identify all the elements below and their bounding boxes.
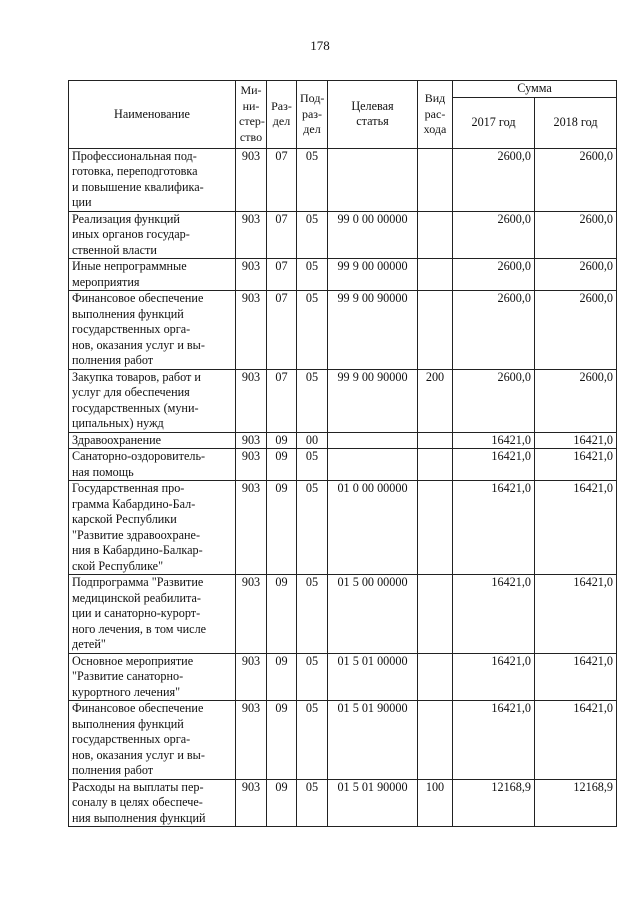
row-target: 99 9 00 00000 xyxy=(328,259,418,291)
row-subsection: 05 xyxy=(297,291,328,370)
row-ministry: 903 xyxy=(236,259,267,291)
row-subsection: 05 xyxy=(297,369,328,432)
row-sum-2017: 16421,0 xyxy=(453,481,535,575)
row-name: Финансовое обеспечение выполнения функций государственных орга- нов, оказания услуг и вы- полнения работ xyxy=(69,291,236,370)
table-row xyxy=(69,211,617,259)
row-sum-2017: 2600,0 xyxy=(453,369,535,432)
header-section: Раз- дел xyxy=(267,81,297,149)
header-year-2017: 2017 год xyxy=(453,97,535,148)
row-sum-2017: 12168,9 xyxy=(453,779,535,827)
header-expense-type: Вид рас- хода xyxy=(418,81,453,149)
row-expense-type xyxy=(418,701,453,780)
row-sum-2018: 2600,0 xyxy=(535,259,617,291)
row-sum-2017: 2600,0 xyxy=(453,211,535,259)
row-target: 01 0 00 00000 xyxy=(328,481,418,575)
row-subsection: 05 xyxy=(297,148,328,211)
row-section: 07 xyxy=(267,259,297,291)
row-ministry: 903 xyxy=(236,701,267,780)
table-row xyxy=(69,369,617,432)
row-subsection: 05 xyxy=(297,259,328,291)
row-sum-2018: 16421,0 xyxy=(535,701,617,780)
row-subsection: 05 xyxy=(297,779,328,827)
header-year-2018: 2018 год xyxy=(535,97,617,148)
row-expense-type: 100 xyxy=(418,779,453,827)
row-name: Реализация функций иных органов государ- ственной власти xyxy=(69,211,236,259)
row-target: 01 5 00 00000 xyxy=(328,575,418,654)
row-sum-2017: 16421,0 xyxy=(453,449,535,481)
row-subsection: 05 xyxy=(297,575,328,654)
row-target: 99 9 00 90000 xyxy=(328,369,418,432)
row-name: Закупка товаров, работ и услуг для обеспечения государственных (муни- ципальных) нужд xyxy=(69,369,236,432)
row-target xyxy=(328,148,418,211)
row-section: 07 xyxy=(267,291,297,370)
row-sum-2018: 2600,0 xyxy=(535,148,617,211)
row-sum-2018: 16421,0 xyxy=(535,653,617,701)
row-sum-2018: 2600,0 xyxy=(535,211,617,259)
row-target: 99 0 00 00000 xyxy=(328,211,418,259)
row-expense-type xyxy=(418,291,453,370)
header-sum: Сумма xyxy=(453,81,617,98)
row-subsection: 05 xyxy=(297,211,328,259)
table-row xyxy=(69,653,617,701)
row-name: Иные непрограммные мероприятия xyxy=(69,259,236,291)
table-row xyxy=(69,575,617,654)
row-name: Санаторно-оздоровитель- ная помощь xyxy=(69,449,236,481)
row-ministry: 903 xyxy=(236,575,267,654)
row-name: Здравоохранение xyxy=(69,432,236,449)
row-section: 09 xyxy=(267,575,297,654)
row-subsection: 00 xyxy=(297,432,328,449)
table-row xyxy=(69,449,617,481)
header-target: Целевая статья xyxy=(328,81,418,149)
table-row xyxy=(69,779,617,827)
table-row xyxy=(69,701,617,780)
row-sum-2018: 16421,0 xyxy=(535,575,617,654)
row-sum-2018: 12168,9 xyxy=(535,779,617,827)
row-ministry: 903 xyxy=(236,432,267,449)
row-subsection: 05 xyxy=(297,701,328,780)
row-ministry: 903 xyxy=(236,653,267,701)
row-target: 01 5 01 90000 xyxy=(328,701,418,780)
row-name: Основное мероприятие "Развитие санаторно- курортного лечения" xyxy=(69,653,236,701)
table-row xyxy=(69,148,617,211)
row-expense-type xyxy=(418,481,453,575)
row-ministry: 903 xyxy=(236,779,267,827)
row-name: Подпрограмма "Развитие медицинской реабилита- ции и санаторно-курорт- ного лечения, в том числе детей" xyxy=(69,575,236,654)
row-section: 07 xyxy=(267,211,297,259)
row-section: 07 xyxy=(267,369,297,432)
row-expense-type: 200 xyxy=(418,369,453,432)
row-sum-2017: 2600,0 xyxy=(453,259,535,291)
row-name: Государственная про- грамма Кабардино-Бал- карской Республики "Развитие здравоохране- ния в Кабардино-Балкар- ской Республике" xyxy=(69,481,236,575)
row-section: 09 xyxy=(267,701,297,780)
row-ministry: 903 xyxy=(236,481,267,575)
row-sum-2018: 2600,0 xyxy=(535,291,617,370)
header-ministry: Ми- ни- стер- ство xyxy=(236,81,267,149)
row-section: 09 xyxy=(267,779,297,827)
page-number: 178 xyxy=(310,38,330,53)
row-sum-2017: 16421,0 xyxy=(453,575,535,654)
row-expense-type xyxy=(418,148,453,211)
header-subsection: Под- раз- дел xyxy=(297,81,328,149)
row-name: Финансовое обеспечение выполнения функций государственных орга- нов, оказания услуг и вы- полнения работ xyxy=(69,701,236,780)
row-sum-2018: 16421,0 xyxy=(535,432,617,449)
header-name: Наименование xyxy=(69,81,236,149)
row-sum-2017: 16421,0 xyxy=(453,653,535,701)
budget-table xyxy=(68,80,617,827)
row-ministry: 903 xyxy=(236,291,267,370)
row-sum-2018: 16421,0 xyxy=(535,449,617,481)
row-section: 09 xyxy=(267,481,297,575)
row-section: 09 xyxy=(267,653,297,701)
table-row xyxy=(69,432,617,449)
row-ministry: 903 xyxy=(236,449,267,481)
row-target: 01 5 01 90000 xyxy=(328,779,418,827)
row-expense-type xyxy=(418,211,453,259)
row-ministry: 903 xyxy=(236,148,267,211)
row-subsection: 05 xyxy=(297,653,328,701)
row-subsection: 05 xyxy=(297,449,328,481)
row-target xyxy=(328,432,418,449)
row-name: Профессиональная под- готовка, переподготовка и повышение квалифика- ции xyxy=(69,148,236,211)
row-expense-type xyxy=(418,259,453,291)
row-expense-type xyxy=(418,432,453,449)
row-sum-2018: 16421,0 xyxy=(535,481,617,575)
row-target: 01 5 01 00000 xyxy=(328,653,418,701)
row-sum-2017: 16421,0 xyxy=(453,432,535,449)
row-subsection: 05 xyxy=(297,481,328,575)
table-body xyxy=(69,148,617,827)
row-ministry: 903 xyxy=(236,369,267,432)
table-row xyxy=(69,259,617,291)
row-section: 07 xyxy=(267,148,297,211)
row-section: 09 xyxy=(267,432,297,449)
table-row xyxy=(69,291,617,370)
table-row xyxy=(69,481,617,575)
row-sum-2017: 2600,0 xyxy=(453,291,535,370)
row-ministry: 903 xyxy=(236,211,267,259)
row-target: 99 9 00 90000 xyxy=(328,291,418,370)
row-expense-type xyxy=(418,449,453,481)
row-target xyxy=(328,449,418,481)
row-sum-2018: 2600,0 xyxy=(535,369,617,432)
row-sum-2017: 16421,0 xyxy=(453,701,535,780)
row-sum-2017: 2600,0 xyxy=(453,148,535,211)
row-name: Расходы на выплаты пер- соналу в целях обеспече- ния выполнения функций xyxy=(69,779,236,827)
row-expense-type xyxy=(418,653,453,701)
row-expense-type xyxy=(418,575,453,654)
row-section: 09 xyxy=(267,449,297,481)
